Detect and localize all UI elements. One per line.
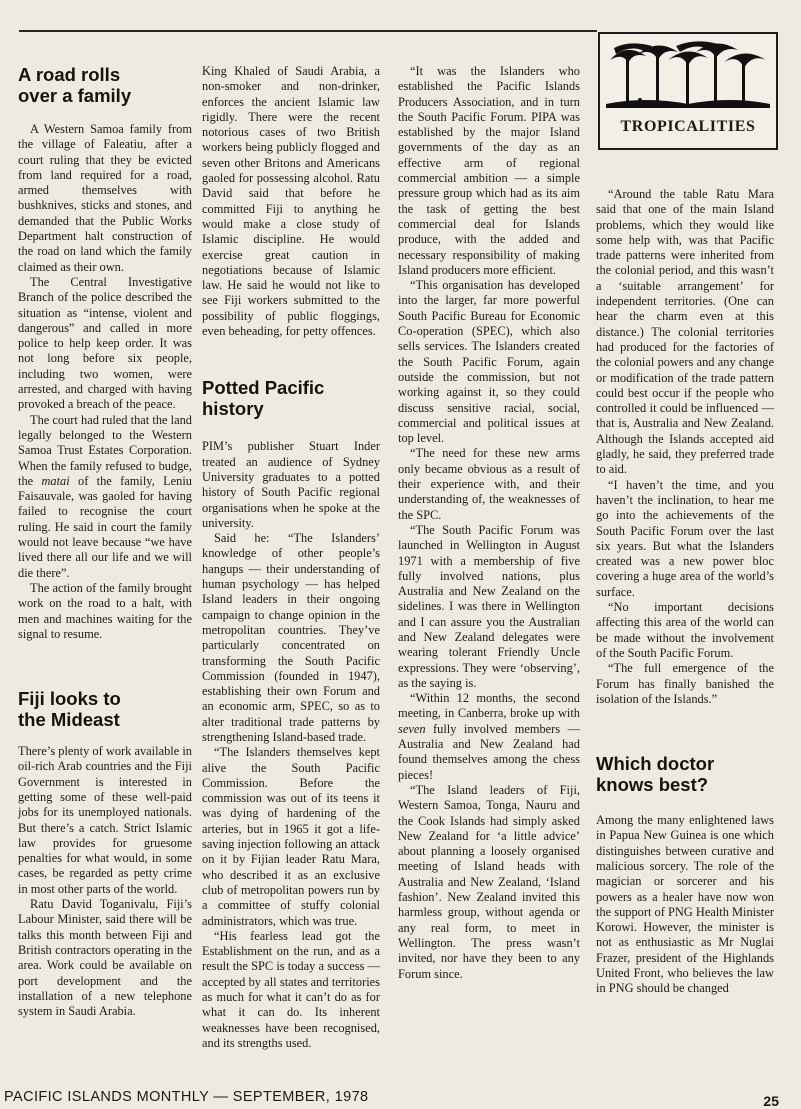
column-3 <box>398 64 580 981</box>
road-paragraph-1: A Western Samoa family from the village of Faleatiu, after a court ruling that they be evicted from land required for a road, armed themselves with bushknives, sticks and stones, and demanded that the Public Works Department halt construction of the road on land which the family claimed as their own. <box>18 122 192 274</box>
tropicalities-box <box>598 32 778 150</box>
page-number: 25 <box>763 1093 779 1109</box>
headline-which-doctor: Which doctor knows best? <box>596 753 715 796</box>
potted-p9-seven: seven <box>398 721 426 736</box>
potted-p9-start: “Within 12 months, the second meeting, in Canberra, broke up with <box>398 691 580 721</box>
column-1 <box>18 64 192 1019</box>
potted-paragraph-9 <box>398 691 580 783</box>
road-p3-end: of the family, Leniu Faisauvale, was gaoled for having failed to recognise the court ruling. He said in court the family would not leave because “we have lived there all our life and we will die there”. <box>18 473 192 580</box>
footer-masthead: PACIFIC ISLANDS MONTHLY — SEPTEMBER, 1978 <box>4 1089 369 1105</box>
potted-paragraph-12: “I haven’t the time, and you haven’t the inclination, to hear me go into the achievements of the South Pacific Forum over the last six years. But what the Islanders created was a new power bloc covering a huge area of the world’s surface. <box>596 477 774 599</box>
road-p3-start: The court had ruled that the land legally belonged to the Western Samoa Trust Estates Corporation. When the family refused to budge, the <box>18 412 192 488</box>
road-p3-matai: matai <box>41 473 70 488</box>
road-paragraph-4: The action of the family brought work on the road to a halt, with men and machines waiting for the signal to resume. <box>18 580 192 641</box>
potted-paragraph-7: “The need for these new arms only became obvious as a result of their experience with, and their understanding of, the weaknesses of the SPC. <box>398 446 580 522</box>
tropicalities-title: TROPICALITIES <box>620 118 756 135</box>
potted-paragraph-5: “It was the Islanders who established the Pacific Islands Producers Association, and in turn the South Pacific Forum. PIPA was established by the major Island governments of the day as an effective arm of regional commercial ambition — a simple pressure group which had as its aim the task of getting the best commercial deal for Islands produce, with the added and necessary responsibility of making Island producers more efficient. <box>398 64 580 277</box>
palm-trees-illustration <box>606 38 770 114</box>
column-2 <box>202 64 380 1050</box>
potted-paragraph-11: “Around the table Ratu Mara said that one of the main Island problems, which they would like some help with, was that Pacific trade patterns were inherited from the colonial period, and this wasn’t a ‘suitable arrangement’ for independent territories. (One can hear the charm even at this distance.) The colonial territories had produced for the factories of the colonial powers and any change or modification of the trade pattern could best occur if the people who controlled it could be influenced — that is, Australia and New Zealand. Although the Islands accepted aid gladly, he said, they preferred trade to aid. <box>596 187 774 477</box>
headline-potted-history: Potted Pacific history <box>202 377 325 420</box>
fiji-paragraph-3: King Khaled of Saudi Arabia, a non-smoker and non-drinker, enforces the ancient Islamic law rigidly. There were the recent notorious cases of two British workers being publicly flogged and seven other Britons and Americans gaoled for possessing alcohol. Ratu David said that before he committed Fiji to anything he would make a close study of Islamic discipline. He would exercise great caution in negotiations because of Islamic law. He said he would not like to see Fiji workers submitted to the possibility of public floggings, even beheading, for petty offences. <box>202 64 380 339</box>
fiji-paragraph-2: Ratu David Toganivalu, Fiji’s Labour Minister, said there will be talks this month between Fiji and British contractors operating in the area. Work could be available on port development and the installation of a new telephone system in Saudi Arabia. <box>18 897 192 1019</box>
road-paragraph-2: The Central Investigative Branch of the police described the situation as “intense, violent and dangerous” and called in more police to help keep order. It was not long before six people, including two women, were arrested, and charged with having provoked a breach of the peace. <box>18 274 192 412</box>
potted-paragraph-8: “The South Pacific Forum was launched in Wellington in August 1971 with a membership of five fully involved nations, plus Australia and New Zealand on the sidelines. I was there in Wellington and I can assure you the Australian and New Zealand delegates were wearing tolerant Friendly Uncle expressions. They were ‘observing’, as the saying is. <box>398 522 580 690</box>
potted-paragraph-14: “The full emergence of the Forum has finally banished the isolation of the Islands.” <box>596 661 774 706</box>
potted-paragraph-10: “The Island leaders of Fiji, Western Samoa, Tonga, Nauru and the Cook Islands had simply asked New Zealand for ‘a little advice’ about planning a loosely organised meeting of Island heads with Australia and New Zealand, ‘Island fashion’. New Zealand invited this harmless group, without agenda or any real form, to meet in Wellington. The press wasn’t invited, nor have they been to any Forum since. <box>398 782 580 981</box>
column-4 <box>596 187 774 997</box>
doctor-paragraph-1: Among the many enlightened laws in Papua New Guinea is one which distinguishes between curative and malicious sorcery. The role of the magician or sorcerer and his powers as a healer have now won the support of PNG Health Minister Korowi. However, the minister is not as enthusiastic as Mr Nuglai Frazer, president of the Highlands United Front, who believes the law in PNG should be changed <box>596 813 774 996</box>
potted-paragraph-6: “This organisation has developed into the larger, far more powerful South Pacific Bureau for Economic Co-operation (SPEC), which also sells services. The Islanders created the South Pacific Forum, again outside the commission, but not working against it, so they could discuss sensitive racial, social, commercial and political issues at top level. <box>398 278 580 446</box>
headline-fiji-mideast: Fiji looks to the Mideast <box>18 688 121 731</box>
headline-road-rolls: A road rolls over a family <box>18 64 132 106</box>
potted-paragraph-4: “His fearless lead got the Establishment on the run, and as a result the SPC is today a success — accepted by all states and territories as much for what it can’t do as for what it can do. Its inherent weaknesses have been recognised, and its strengths used. <box>202 928 380 1050</box>
road-paragraph-3 <box>18 413 192 581</box>
potted-paragraph-1: PIM’s publisher Stuart Inder treated an audience of Sydney University graduates to a potted history of South Pacific regional organisations when he spoke at the university. <box>202 439 380 530</box>
potted-paragraph-13: “No important decisions affecting this area of the world can be made without the involvement of the South Pacific Forum. <box>596 600 774 660</box>
potted-p9-end: fully involved members — Australia and New Zealand had found themselves among the chess pieces! <box>398 721 580 782</box>
top-rule <box>19 30 597 32</box>
potted-paragraph-2: Said he: “The Islanders’ knowledge of other people’s hangups — their understanding of human psychology — has helped Island leaders in their ongoing campaign to change opinion in the metropolitan countries. They’ve particularly concentrated on transforming the South Pacific Commission (founded in 1947), establishing their own Forum and an economic arm, SPEC, so as to alter traditional trade patterns by strengthening Island-based trade. <box>202 531 380 744</box>
potted-paragraph-3: “The Islanders themselves kept alive the South Pacific Commission. Before the commission was out of its teens it was dying of hardening of the arteries, but in 1965 it got a life-saving injection following an attack on it by Fijian leader Ratu Mara, who described it as an exclusive club of metropolitan powers run by a committee of stuffy colonial administrators, which was true. <box>202 745 380 928</box>
fiji-paragraph-1: There’s plenty of work available in oil-rich Arab countries and the Fiji Government is interested in getting some of these well-paid jobs for its unemployed nationals. But there’s a catch. Strict Islamic law provides for gruesome penalties for what would, in some cases, be regarded as petty crime in most other parts of the world. <box>18 744 192 896</box>
